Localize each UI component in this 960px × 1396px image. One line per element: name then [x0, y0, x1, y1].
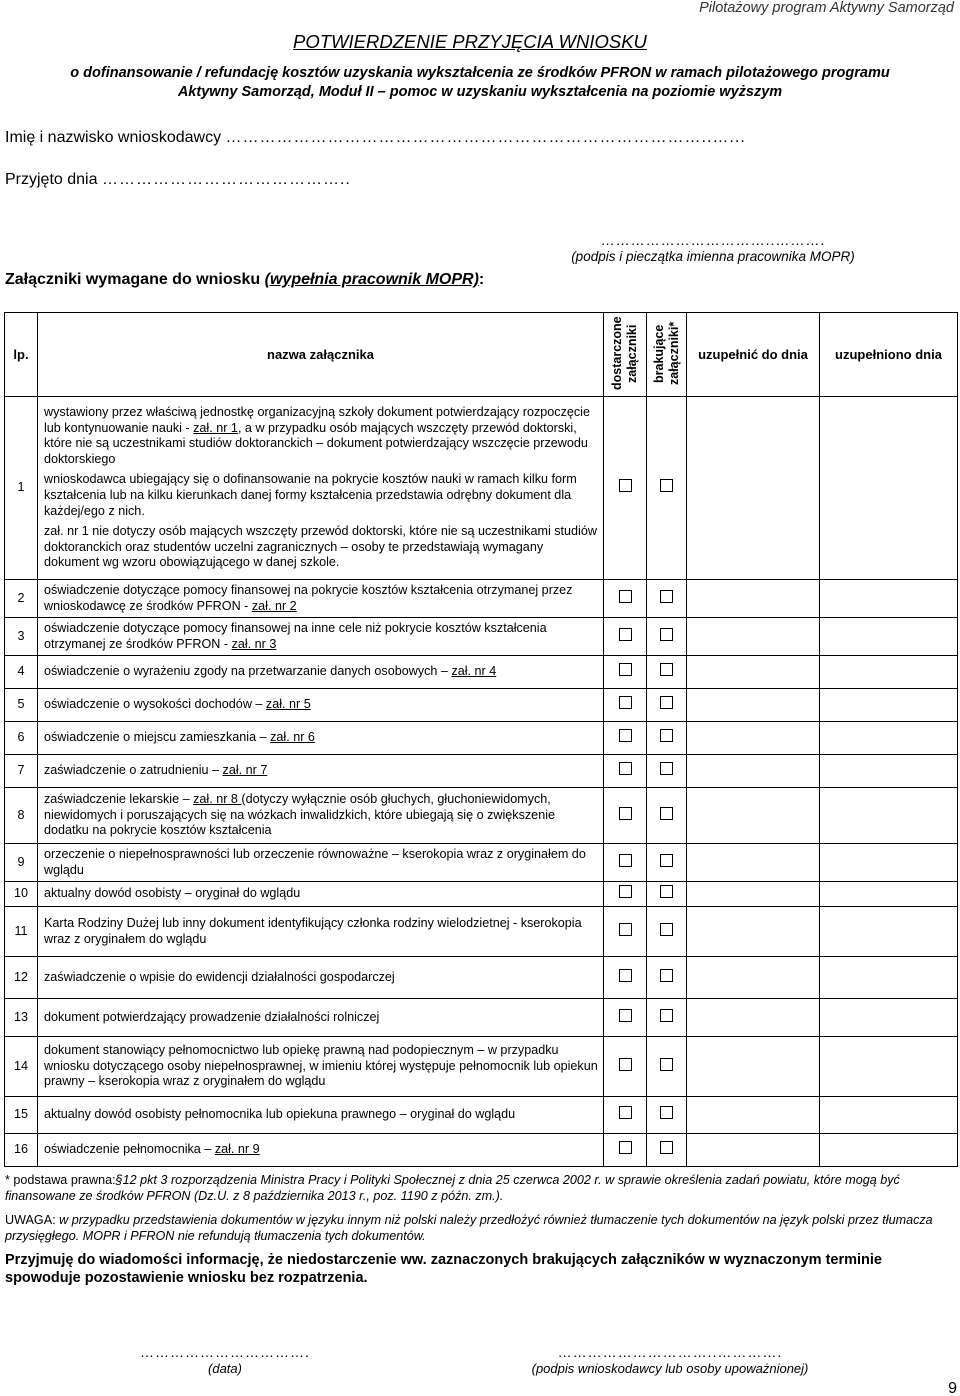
supplement-by-cell[interactable] — [687, 999, 820, 1037]
row2-ref: zał. nr 2 — [251, 598, 297, 613]
row8-ref: zał. nr 8 — [193, 792, 242, 807]
supplemented-on-cell[interactable] — [820, 957, 958, 999]
delivered-checkbox[interactable] — [619, 729, 632, 742]
supplement-by-cell[interactable] — [687, 656, 820, 689]
row-delivered-cell — [604, 755, 647, 788]
row-missing-cell — [647, 618, 687, 656]
row-missing-cell — [647, 1037, 687, 1097]
row1-text-2: wnioskodawca ubiegający się o dofinansowanie na pokrycie kosztów nauki w ramach kilku form kształcenia lub na kilku kierunkach danej formy kształcenia przedstawia odrębny dokument dla każdej/ego z nich. — [44, 472, 577, 518]
row-lp: 8 — [5, 788, 38, 844]
missing-checkbox[interactable] — [660, 923, 673, 936]
row-name: aktualny dowód osobisty – oryginał do wglądu — [38, 882, 604, 907]
row-name — [38, 689, 604, 722]
supplement-by-cell[interactable] — [687, 907, 820, 957]
row2-text: oświadczenie dotyczące pomocy finansowej na pokrycie kosztów kształcenia otrzymanej przez wnioskodawcę ze środków PFRON - — [44, 582, 573, 613]
row-name — [38, 788, 604, 844]
table-row — [5, 580, 958, 618]
attachments-heading — [5, 271, 484, 289]
row16-text: oświadczenie pełnomocnika – — [44, 1142, 215, 1157]
row-missing-cell — [647, 1097, 687, 1134]
attachments-heading-colon: : — [478, 271, 485, 288]
delivered-checkbox[interactable] — [619, 590, 632, 603]
supplemented-on-cell[interactable] — [820, 397, 958, 580]
row-missing-cell — [647, 788, 687, 844]
header-missing-text: brakujące załączniki* — [651, 321, 681, 385]
footnote-star: * — [5, 1173, 10, 1187]
received-date-field[interactable] — [5, 171, 351, 189]
row-lp: 4 — [5, 656, 38, 689]
delivered-checkbox[interactable] — [619, 1009, 632, 1022]
row-missing-cell — [647, 580, 687, 618]
row-name: dokument potwierdzający prowadzenie działalności rolniczej — [38, 999, 604, 1037]
page-title: POTWIERDZENIE PRZYJĘCIA WNIOSKU — [293, 31, 647, 52]
row-name — [38, 656, 604, 689]
warning-lead: UWAGA: — [5, 1213, 56, 1227]
row-missing-cell — [647, 882, 687, 907]
row-missing-cell — [647, 844, 687, 882]
row-delivered-cell — [604, 1097, 647, 1134]
row-name — [38, 722, 604, 755]
missing-checkbox[interactable] — [660, 807, 673, 820]
row-name: zaświadczenie o wpisie do ewidencji działalności gospodarczej — [38, 957, 604, 999]
table-row — [5, 882, 958, 907]
row-delivered-cell — [604, 722, 647, 755]
missing-checkbox[interactable] — [660, 696, 673, 709]
supplement-by-cell[interactable] — [687, 882, 820, 907]
missing-checkbox[interactable] — [660, 1106, 673, 1119]
row-lp: 10 — [5, 882, 38, 907]
row-delivered-cell — [604, 882, 647, 907]
table-row — [5, 844, 958, 882]
row-lp: 3 — [5, 618, 38, 656]
applicant-signature-dots[interactable]: …………………………..…………. — [557, 1344, 783, 1360]
row-delivered-cell — [604, 1134, 647, 1167]
row3-text: oświadczenie dotyczące pomocy finansowej na inne cele niż pokrycie kosztów kształcenia otrzymanej ze środków PFRON - — [44, 620, 547, 651]
supplemented-on-cell[interactable] — [820, 755, 958, 788]
legal-footnote — [5, 1172, 955, 1204]
row-lp: 5 — [5, 689, 38, 722]
row-lp: 9 — [5, 844, 38, 882]
row-lp: 1 — [5, 397, 38, 580]
translation-warning — [5, 1212, 955, 1244]
delivered-checkbox[interactable] — [619, 885, 632, 898]
missing-checkbox[interactable] — [660, 854, 673, 867]
footnote-lead: podstawa prawna: — [9, 1173, 116, 1187]
row-missing-cell — [647, 999, 687, 1037]
row-name: orzeczenie o niepełnosprawności lub orzeczenie równoważne – kserokopia wraz z oryginałem do wglądu — [38, 844, 604, 882]
row5-ref: zał. nr 5 — [265, 697, 311, 712]
missing-checkbox[interactable] — [660, 1141, 673, 1154]
applicant-name-dots[interactable]: …………………………………………………………………………..…... — [225, 129, 746, 146]
supplemented-on-cell[interactable] — [820, 580, 958, 618]
supplement-by-cell[interactable] — [687, 957, 820, 999]
attachments-heading-text: Załączniki wymagane do wniosku — [5, 271, 261, 288]
supplement-by-cell[interactable] — [687, 844, 820, 882]
supplemented-on-cell[interactable] — [820, 1134, 958, 1167]
delivered-checkbox[interactable] — [619, 663, 632, 676]
supplement-by-cell[interactable] — [687, 397, 820, 580]
row-missing-cell — [647, 755, 687, 788]
delivered-checkbox[interactable] — [619, 479, 632, 492]
supplement-by-cell[interactable] — [687, 788, 820, 844]
header-name: nazwa załącznika — [38, 313, 604, 397]
row-delivered-cell — [604, 397, 647, 580]
row-delivered-cell — [604, 957, 647, 999]
applicant-name-field[interactable] — [5, 129, 746, 147]
header-lp: lp. — [5, 313, 38, 397]
supplemented-on-cell[interactable] — [820, 844, 958, 882]
table-row — [5, 722, 958, 755]
row-missing-cell — [647, 397, 687, 580]
acknowledgement-note: Przyjmuję do wiadomości informację, że niedostarczenie ww. zaznaczonych brakujących załączników w wyznaczonym terminie spowoduje pozostawienie wniosku bez rozpatrzenia. — [5, 1252, 882, 1286]
delivered-checkbox[interactable] — [619, 696, 632, 709]
delivered-checkbox[interactable] — [619, 762, 632, 775]
row-missing-cell — [647, 1134, 687, 1167]
row-name: Karta Rodziny Dużej lub inny dokument identyfikujący członka rodziny wielodzietnej - kserokopia wraz z oryginałem do wglądu — [38, 907, 604, 957]
delivered-checkbox[interactable] — [619, 1106, 632, 1119]
table-header-row — [5, 313, 958, 397]
row-missing-cell — [647, 907, 687, 957]
received-date-label: Przyjęto dnia — [5, 171, 98, 188]
table-row — [5, 907, 958, 957]
supplemented-on-cell[interactable] — [820, 689, 958, 722]
delivered-checkbox[interactable] — [619, 923, 632, 936]
header-missing — [647, 313, 687, 397]
warning-text: w przypadku przedstawienia dokumentów w języku innym niż polski należy przedłożyć również tłumaczenie tych dokumentów na język polski przez tłumacza przysięgłego. MOPR i PFRON nie refundują tłumaczenia tych dokumentów. — [5, 1213, 933, 1243]
row-name — [38, 397, 604, 580]
missing-checkbox[interactable] — [660, 762, 673, 775]
attachments-heading-note: (wypełnia pracownik MOPR) — [264, 271, 479, 288]
delivered-checkbox[interactable] — [619, 1141, 632, 1154]
missing-checkbox[interactable] — [660, 1009, 673, 1022]
page-number: 9 — [948, 1380, 957, 1396]
supplemented-on-cell[interactable] — [820, 788, 958, 844]
delivered-checkbox[interactable] — [619, 628, 632, 641]
supplemented-on-cell[interactable] — [820, 618, 958, 656]
row1-text-3: zał. nr 1 nie dotyczy osób mających wszczęty przewód doktorski, które nie są uczestnikami studiów doktoranckich oraz studentów uczelni zagranicznych – osoby te przedstawiają wymagany dokument wg wzoru obowiązującego w danej szkole. — [44, 524, 597, 570]
applicant-name-label: Imię i nazwisko wnioskodawcy — [5, 129, 222, 146]
row-name — [38, 755, 604, 788]
staff-signature-caption: (podpis i pieczątka imienna pracownika MOPR) — [571, 249, 855, 264]
table-row — [5, 999, 958, 1037]
row-lp: 7 — [5, 755, 38, 788]
delivered-checkbox[interactable] — [619, 854, 632, 867]
delivered-checkbox[interactable] — [619, 1058, 632, 1071]
staff-signature — [548, 232, 878, 264]
row-delivered-cell — [604, 844, 647, 882]
row4-text: oświadczenie o wyrażeniu zgody na przetwarzanie danych osobowych – — [44, 664, 452, 679]
row-lp: 11 — [5, 907, 38, 957]
table-row — [5, 788, 958, 844]
supplemented-on-cell[interactable] — [820, 722, 958, 755]
row4-ref: zał. nr 4 — [451, 664, 497, 679]
row1-text-c: , a w przypadku osób mających wszczęty przewód doktorski, które nie są uczestnikami studiów doktoranckich – dokument potwierdzający wszczęcie przewodu doktorskiego — [44, 420, 588, 466]
row7-ref: zał. nr 7 — [222, 763, 268, 778]
row-lp: 14 — [5, 1037, 38, 1097]
row-delivered-cell — [604, 656, 647, 689]
supplement-by-cell[interactable] — [687, 1097, 820, 1134]
supplement-by-cell[interactable] — [687, 580, 820, 618]
row-delivered-cell — [604, 788, 647, 844]
missing-checkbox[interactable] — [660, 590, 673, 603]
table-row — [5, 656, 958, 689]
date-signature — [105, 1344, 345, 1376]
table-row — [5, 1097, 958, 1134]
row16-ref: zał. nr 9 — [214, 1142, 260, 1157]
row-name — [38, 618, 604, 656]
subtitle-line-1: o dofinansowanie / refundację kosztów uzyskania wykształcenia ze środków PFRON w ramach pilotażowego programu — [70, 65, 890, 81]
supplement-by-cell[interactable] — [687, 689, 820, 722]
page-subtitle — [0, 64, 960, 102]
row-delivered-cell — [604, 580, 647, 618]
row-lp: 13 — [5, 999, 38, 1037]
row-delivered-cell — [604, 907, 647, 957]
row-lp: 16 — [5, 1134, 38, 1167]
row-delivered-cell — [604, 999, 647, 1037]
table-row — [5, 689, 958, 722]
supplemented-on-cell[interactable] — [820, 907, 958, 957]
program-header: Pilotażowy program Aktywny Samorząd — [699, 0, 954, 16]
row8-text: zaświadczenie lekarskie – — [44, 792, 194, 807]
row-missing-cell — [647, 957, 687, 999]
table-row — [5, 618, 958, 656]
supplemented-on-cell[interactable] — [820, 1037, 958, 1097]
row-delivered-cell — [604, 618, 647, 656]
staff-signature-dots: ……………………………..………. — [600, 232, 826, 248]
row5-text: oświadczenie o wysokości dochodów – — [44, 697, 266, 712]
delivered-checkbox[interactable] — [619, 969, 632, 982]
missing-checkbox[interactable] — [660, 628, 673, 641]
row-name: dokument stanowiący pełnomocnictwo lub opiekę prawną nad podopiecznym – w przypadku wniosku dotyczącego osoby niepełnosprawnej, w imieniu której występuje pełnomocnik lub opiekun prawny – kserokopia wraz z oryginałem do wglądu — [38, 1037, 604, 1097]
supplement-by-cell[interactable] — [687, 1134, 820, 1167]
table-row — [5, 957, 958, 999]
row-name — [38, 1134, 604, 1167]
applicant-signature-caption: (podpis wnioskodawcy lub osoby upoważnionej) — [531, 1361, 809, 1376]
applicant-signature — [495, 1344, 845, 1376]
header-delivered — [604, 313, 647, 397]
row1-ref: zał. nr 1 — [193, 420, 238, 435]
row6-ref: zał. nr 6 — [270, 730, 315, 745]
row-lp: 6 — [5, 722, 38, 755]
supplement-by-cell[interactable] — [687, 618, 820, 656]
received-date-dots[interactable]: …………………………………….. — [101, 171, 351, 188]
table-row — [5, 397, 958, 580]
row1-text-a: wystawiony przez właściwą jednostkę organizacyjną szkoły dokument potwierdzający rozpoczęcie lub kontynuowanie nauki - — [44, 405, 590, 435]
row-missing-cell — [647, 689, 687, 722]
row-lp: 2 — [5, 580, 38, 618]
footnote-text: §12 pkt 3 rozporządzenia Ministra Pracy i Polityki Społecznej z dnia 25 czerwca 2002 r. w sprawie określenia zadań powiatu, które mogą być finansowane ze środków PFRON (Dz.U. z 8 października 2013 r., poz. 1190 z późn. zm.). — [5, 1173, 900, 1203]
row7-text: zaświadczenie o zatrudnieniu – — [44, 763, 223, 778]
supplement-by-cell[interactable] — [687, 722, 820, 755]
supplemented-on-cell[interactable] — [820, 882, 958, 907]
missing-checkbox[interactable] — [660, 663, 673, 676]
missing-checkbox[interactable] — [660, 729, 673, 742]
row-delivered-cell — [604, 689, 647, 722]
row-lp: 12 — [5, 957, 38, 999]
row-name: aktualny dowód osobisty pełnomocnika lub opiekuna prawnego – oryginał do wglądu — [38, 1097, 604, 1134]
row-missing-cell — [647, 722, 687, 755]
row-name — [38, 580, 604, 618]
delivered-checkbox[interactable] — [619, 807, 632, 820]
supplement-by-cell[interactable] — [687, 1037, 820, 1097]
row8-rest: (dotyczy wyłącznie osób głuchych, głuchoniewidomych, niewidomych i poruszających się na wózkach inwalidzkich, które ubiegają się o zwiększenie dodatku na pokrycie kosztów kształcenia — [44, 792, 555, 838]
attachments-table — [4, 312, 958, 1167]
date-signature-caption: (data) — [208, 1361, 242, 1376]
row3-ref: zał. nr 3 — [231, 636, 277, 651]
header-supplemented-on: uzupełniono dnia — [820, 313, 958, 397]
header-delivered-text: dostarczone załączniki — [610, 316, 639, 390]
supplemented-on-cell[interactable] — [820, 999, 958, 1037]
supplemented-on-cell[interactable] — [820, 656, 958, 689]
table-row — [5, 755, 958, 788]
table-row — [5, 1037, 958, 1097]
date-signature-dots[interactable]: ……………………………. — [140, 1344, 310, 1360]
missing-checkbox[interactable] — [660, 885, 673, 898]
row6-text: oświadczenie o miejscu zamieszkania – — [44, 730, 271, 745]
table-row — [5, 1134, 958, 1167]
supplemented-on-cell[interactable] — [820, 1097, 958, 1134]
missing-checkbox[interactable] — [660, 479, 673, 492]
row-lp: 15 — [5, 1097, 38, 1134]
missing-checkbox[interactable] — [660, 1058, 673, 1071]
row-missing-cell — [647, 656, 687, 689]
subtitle-line-2: Aktywny Samorząd, Moduł II – pomoc w uzyskaniu wykształcenia na poziomie wyższym — [177, 84, 783, 100]
header-supplement-by: uzupełnić do dnia — [687, 313, 820, 397]
row-delivered-cell — [604, 1037, 647, 1097]
missing-checkbox[interactable] — [660, 969, 673, 982]
supplement-by-cell[interactable] — [687, 755, 820, 788]
